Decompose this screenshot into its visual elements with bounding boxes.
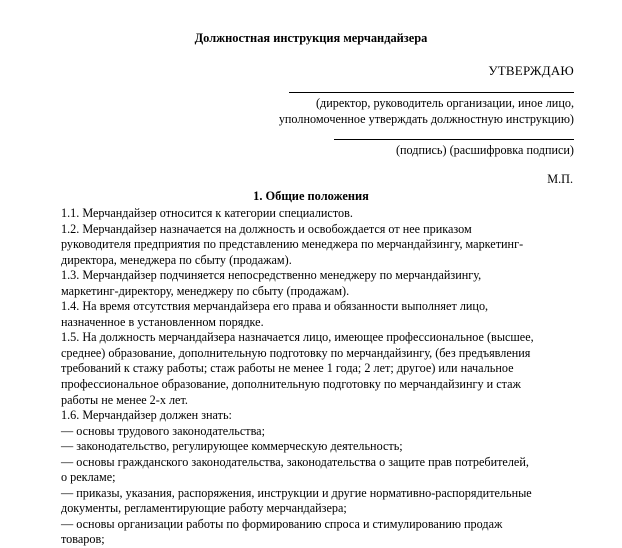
section-body (61, 206, 581, 548)
text-line: руководителя предприятия по представлению менеджера по мерчандайзингу, маркетинг- (61, 237, 524, 252)
text-line: назначенное в установленном порядке. (61, 314, 264, 329)
stamp-place: М.П. (547, 172, 573, 186)
document-title: Должностная инструкция мерчандайзера (194, 31, 428, 45)
text-line: — приказы, указания, распоряжения, инструкции и другие нормативно-распорядительные (61, 485, 532, 500)
approver-note-line: уполномоченное утверждать должностную инструкцию) (278, 112, 574, 127)
text-line: — основы гражданского законодательства, законодательства о защите прав потребителей, (61, 454, 529, 469)
text-line: среднее) образование, дополнительную подготовку по мерчандайзингу, (без предъявления (61, 345, 531, 360)
text-line: 1.4. На время отсутствия мерчандайзера его права и обязанности выполняет лицо, (61, 299, 489, 314)
approver-note (279, 95, 574, 128)
text-line: маркетинг-директору, менеджеру по сбыту (продажам). (61, 283, 350, 298)
text-line: о рекламе; (61, 470, 116, 485)
text-line: требований к стажу работы; стаж работы не менее 1 года; 2 лет; другое) или начальное (61, 361, 514, 376)
text-line: 1.5. На должность мерчандайзера назначается лицо, имеющее профессиональное (высшее, (61, 330, 534, 345)
approver-signature-line (289, 92, 574, 93)
approve-heading: УТВЕРЖДАЮ (488, 63, 574, 78)
text-line: 1.3. Мерчандайзер подчиняется непосредственно менеджеру по мерчандайзингу, (61, 268, 482, 283)
text-line: 1.2. Мерчандайзер назначается на должность и освобождается от нее приказом (61, 221, 472, 236)
text-line: 1.1. Мерчандайзер относится к категории специалистов. (61, 206, 353, 220)
text-line: директора, менеджера по сбыту (продажам). (61, 252, 292, 267)
approver-note-line: (директор, руководитель организации, иное лицо, (315, 96, 574, 110)
text-line: — основы организации работы по формированию спроса и стимулированию продаж (61, 516, 503, 531)
text-line: документы, регламентирующие работу мерчандайзера; (61, 501, 347, 516)
signature-line (334, 139, 574, 140)
text-line: товаров; (61, 532, 105, 547)
text-line: работы не менее 2-х лет. (61, 392, 188, 407)
text-line: — законодательство, регулирующее коммерческую деятельность; (61, 439, 403, 454)
text-line: 1.6. Мерчандайзер должен знать: (61, 408, 232, 423)
text-line: — основы трудового законодательства; (61, 423, 265, 438)
signature-note: (подпись) (расшифровка подписи) (395, 143, 574, 157)
section-title: 1. Общие положения (253, 189, 369, 203)
text-line: профессиональное образование, дополнительную подготовку по мерчандайзингу и стаж (61, 377, 521, 392)
